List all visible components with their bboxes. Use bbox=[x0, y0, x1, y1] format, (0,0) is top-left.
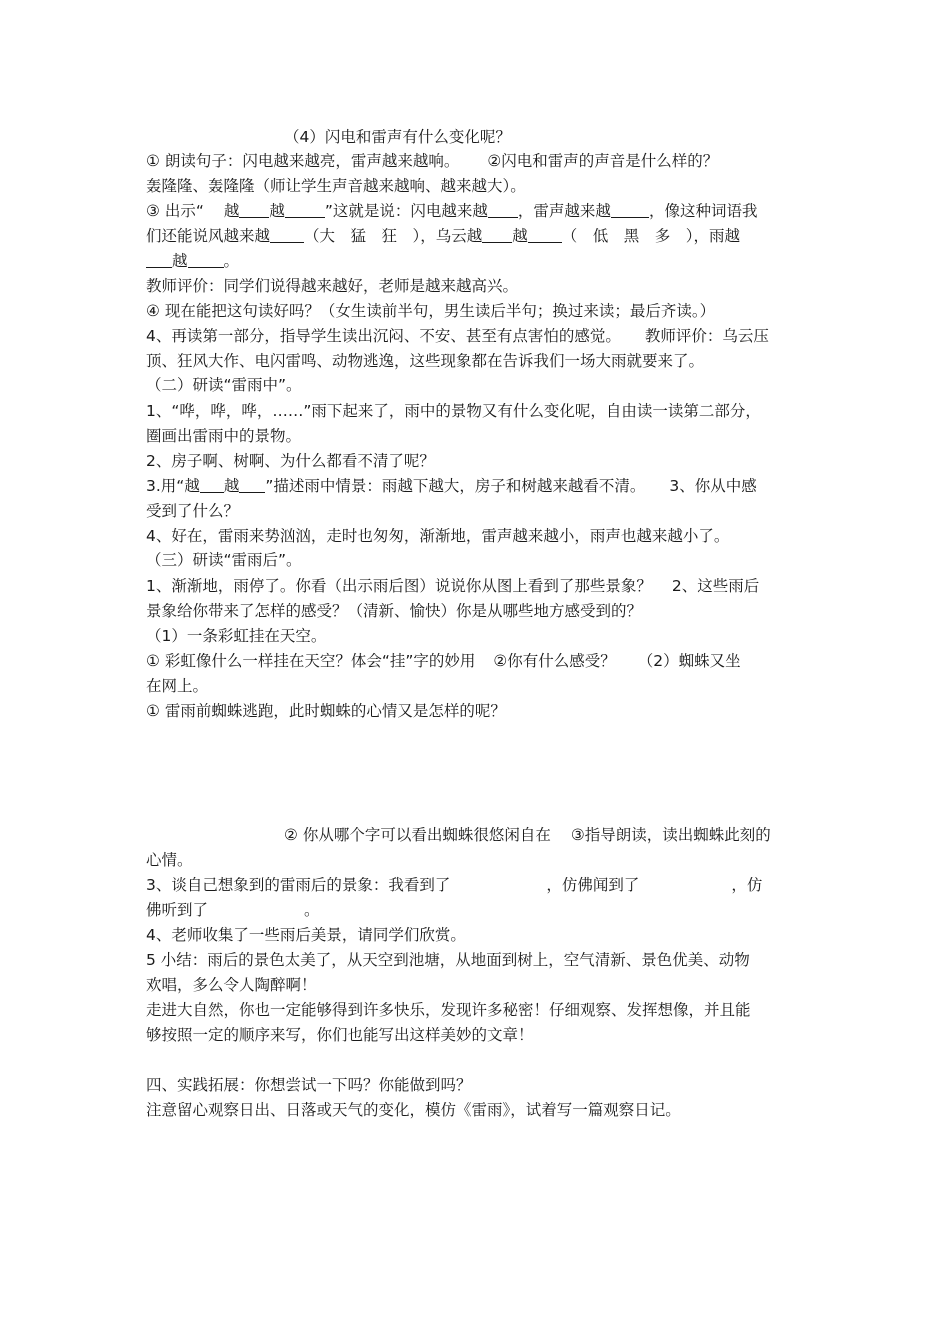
text: （1）一条彩虹挂在天空。 bbox=[146, 627, 327, 645]
text: 越 bbox=[512, 227, 528, 245]
text: （4）闪电和雷声有什么变化呢？ bbox=[284, 128, 511, 146]
para-line bbox=[146, 525, 729, 547]
text: 3、你从中感 bbox=[669, 477, 757, 495]
para-line bbox=[146, 175, 526, 197]
text: ，仿佛闻到了 bbox=[546, 876, 640, 894]
text: 4、好在，雷雨来势汹汹，走时也匆匆，渐渐地，雷声越来越小，雨声也越来越小了。 bbox=[146, 527, 730, 545]
fill-blank bbox=[488, 201, 518, 218]
para-line bbox=[146, 874, 762, 896]
para-line bbox=[146, 150, 718, 172]
fill-blank bbox=[188, 251, 224, 268]
text: 越 bbox=[172, 252, 188, 270]
fill-blank bbox=[239, 476, 265, 493]
text: ① 雷雨前蜘蛛逃跑，此时蜘蛛的心情又是怎样的呢？ bbox=[146, 702, 506, 720]
para-line bbox=[146, 200, 757, 222]
text: 教师评价：乌云压 bbox=[644, 327, 769, 345]
para-line bbox=[146, 575, 759, 597]
text: 。 bbox=[223, 252, 240, 270]
para-line bbox=[146, 450, 435, 472]
fill-blank bbox=[270, 226, 304, 243]
para-line bbox=[146, 400, 761, 422]
text: 圈画出雷雨中的景物。 bbox=[146, 427, 302, 445]
fill-blank bbox=[482, 226, 512, 243]
text: 受到了什么？ bbox=[146, 502, 240, 520]
text: 们还能说风越来越 bbox=[146, 227, 271, 245]
text: 5 小结：雨后的景色太美了，从天空到池塘，从地面到树上，空气清新、景色优美、动物 bbox=[146, 951, 750, 969]
text: 够按照一定的顺序来写，你们也能写出这样美妙的文章！ bbox=[146, 1026, 534, 1044]
text: 3、谈自己想象到的雷雨后的景象：我看到了 bbox=[146, 876, 451, 894]
text: （ 低 黑 多 ），雨越 bbox=[561, 227, 741, 245]
para-line bbox=[146, 300, 715, 322]
text: 走进大自然，你也一定能够得到许多快乐，发现许多秘密！仔细观察、发挥想像，并且能 bbox=[146, 1001, 751, 1019]
text: 越 bbox=[223, 202, 240, 220]
para-line bbox=[146, 1024, 534, 1046]
text: （二）研读“雷雨中”。 bbox=[146, 376, 302, 394]
para-line bbox=[146, 974, 317, 996]
para-line bbox=[146, 625, 326, 647]
para-line bbox=[146, 949, 750, 971]
text: 顶、狂风大作、电闪雷鸣、动物逃逸，这些现象都在告诉我们一场大雨就要来了。 bbox=[146, 352, 705, 370]
text: ，雷声越来越 bbox=[517, 202, 611, 220]
text: 教师评价：同学们说得越来越好，老师是越来越高兴。 bbox=[146, 277, 519, 295]
para-line bbox=[146, 500, 239, 522]
para-line bbox=[146, 325, 769, 347]
para-line bbox=[146, 924, 466, 946]
para-line bbox=[284, 824, 771, 846]
para-line bbox=[146, 275, 518, 297]
para-line bbox=[146, 899, 320, 921]
text: 轰隆隆、轰隆隆（师让学生声音越来越响、越来越大）。 bbox=[146, 177, 526, 195]
text: （大 猛 狂 ），乌云越 bbox=[304, 227, 483, 245]
text: ”这就是说：闪电越来越 bbox=[324, 202, 488, 220]
text: ③ 出示“ bbox=[146, 202, 204, 220]
text: （2）蜘蛛又坐 bbox=[637, 652, 741, 670]
text: ，仿 bbox=[731, 876, 763, 894]
para-line bbox=[146, 225, 740, 247]
text: 2、这些雨后 bbox=[671, 577, 760, 595]
para-line bbox=[146, 475, 757, 497]
section-heading bbox=[146, 374, 302, 396]
text: 越 bbox=[269, 202, 285, 220]
text: 1、“哗，哗，哗，……”雨下起来了，雨中的景物又有什么变化呢，自由读一读第二部分， bbox=[146, 402, 761, 420]
fill-blank bbox=[239, 201, 269, 218]
section-heading bbox=[146, 1074, 472, 1096]
fill-blank bbox=[200, 476, 224, 493]
text: 心情。 bbox=[146, 851, 193, 869]
para-line bbox=[146, 700, 506, 722]
text: 佛听到了 bbox=[146, 901, 209, 919]
text: ②闪电和雷声的声音是什么样的？ bbox=[487, 152, 719, 170]
text: 。 bbox=[304, 901, 320, 919]
text: 在网上。 bbox=[146, 677, 209, 695]
text: 2、房子啊、树啊、为什么都看不清了呢？ bbox=[146, 452, 435, 470]
text: 4、老师收集了一些雨后美景，请同学们欣赏。 bbox=[146, 926, 466, 944]
text: 注意留心观察日出、日落或天气的变化，模仿《雷雨》，试着写一篇观察日记。 bbox=[146, 1101, 681, 1119]
para-line bbox=[146, 250, 239, 272]
fill-blank bbox=[528, 226, 562, 243]
text: 3.用“越 bbox=[146, 477, 200, 495]
text: ① 朗读句子：闪电越来越亮，雷声越来越响。 bbox=[146, 152, 460, 170]
para-line bbox=[146, 849, 193, 871]
para-line bbox=[146, 350, 704, 372]
text: 4、再读第一部分，指导学生读出沉闷、不安、甚至有点害怕的感觉。 bbox=[146, 327, 621, 345]
text: 1、渐渐地，雨停了。你看（出示雨后图）说说你从图上看到了那些景象？ bbox=[146, 577, 652, 595]
text: ② 你从哪个字可以看出蜘蛛很悠闲自在 bbox=[284, 826, 551, 844]
para-line bbox=[146, 999, 751, 1021]
text: ②你有什么感受？ bbox=[493, 652, 616, 670]
text: ，像这种词语我 bbox=[648, 202, 758, 220]
fill-blank bbox=[146, 251, 172, 268]
text: ”描述雨中情景：雨越下越大，房子和树越来越看不清。 bbox=[265, 477, 646, 495]
fill-blank bbox=[611, 201, 649, 218]
para-line bbox=[146, 675, 208, 697]
text: （三）研读“雷雨后”。 bbox=[146, 551, 302, 569]
fill-blank bbox=[285, 201, 325, 218]
text: ④ 现在能把这句读好吗？（女生读前半句，男生读后半句；换过来读；最后齐读。） bbox=[146, 302, 716, 320]
text: 景象给你带来了怎样的感受？（清新、愉快）你是从哪些地方感受到的？ bbox=[146, 602, 643, 620]
text: ③指导朗读，读出蜘蛛此刻的 bbox=[570, 826, 771, 844]
para-line bbox=[284, 126, 511, 148]
text: ① 彩虹像什么一样挂在天空？体会“挂”字的妙用 bbox=[146, 652, 476, 670]
text: 越 bbox=[223, 477, 240, 495]
para-line bbox=[146, 1099, 681, 1121]
text: 四、实践拓展：你想尝试一下吗？你能做到吗？ bbox=[146, 1076, 472, 1094]
text: 欢唱，多么令人陶醉啊！ bbox=[146, 976, 317, 994]
para-line bbox=[146, 425, 301, 447]
para-line bbox=[146, 650, 741, 672]
section-heading bbox=[146, 549, 302, 571]
para-line bbox=[146, 600, 642, 622]
